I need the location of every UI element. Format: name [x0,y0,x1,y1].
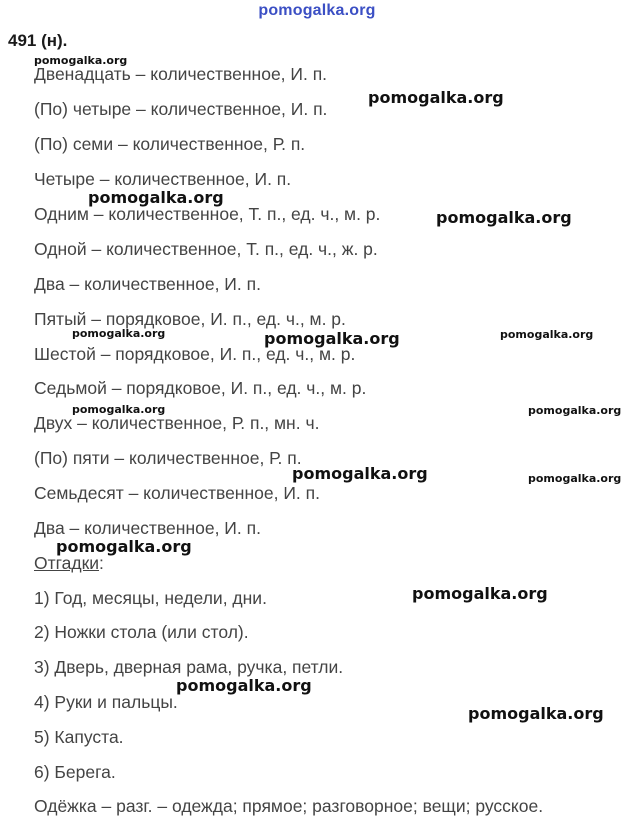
answer-line-5: 5) Капуста. [34,727,124,747]
answer-line-1: 1) Год, месяцы, недели, дни. [34,588,267,608]
answer-line-2: 2) Ножки стола (или стол). [34,622,249,642]
task-number: 491 (н). [8,31,68,50]
watermark-7: pomogalka.org [500,328,594,341]
watermark-8: pomogalka.org [72,403,166,416]
analysis-line-9: Шестой – порядковое, И. п., ед. ч., м. р. [34,344,356,364]
analysis-line-10: Седьмой – порядковое, И. п., ед. ч., м. р. [34,378,367,398]
answers-heading-text: Отгадки [34,553,100,573]
watermark-1: pomogalka.org [34,54,128,67]
answers-heading [34,553,104,574]
analysis-line-5: Одним – количественное, Т. п., ед. ч., м. р. [34,204,381,224]
watermark-5: pomogalka.org [72,327,166,340]
analysis-line-8: Пятый – порядковое, И. п., ед. ч., м. р. [34,309,346,329]
watermark-9: pomogalka.org [528,404,622,417]
watermark-10: pomogalka.org [292,464,428,483]
watermark-3: pomogalka.org [88,188,224,207]
watermark-12: pomogalka.org [56,537,192,556]
site-header-watermark: pomogalka.org [258,2,376,19]
watermark-2: pomogalka.org [368,88,504,107]
analysis-line-14: Два – количественное, И. п. [34,518,261,538]
answers-heading-colon: : [99,553,104,573]
watermark-14: pomogalka.org [176,676,312,695]
analysis-line-1: Двенадцать – количественное, И. п. [34,64,328,84]
watermark-15: pomogalka.org [468,704,604,723]
final-line: Одёжка – разг. – одежда; прямое; разговорное; вещи; русское. [34,796,544,816]
analysis-line-12: (По) пяти – количественное, Р. п. [34,448,302,468]
analysis-line-2: (По) четыре – количественное, И. п. [34,99,328,119]
analysis-line-6: Одной – количественное, Т. п., ед. ч., ж. р. [34,239,378,259]
analysis-line-7: Два – количественное, И. п. [34,274,261,294]
watermark-6: pomogalka.org [264,329,400,348]
watermark-13: pomogalka.org [412,584,548,603]
watermark-4: pomogalka.org [436,208,572,227]
analysis-line-13: Семьдесят – количественное, И. п. [34,483,320,503]
answer-line-6: 6) Берега. [34,762,116,782]
analysis-line-4: Четыре – количественное, И. п. [34,169,292,189]
answer-line-4: 4) Руки и пальцы. [34,692,178,712]
watermark-11: pomogalka.org [528,472,622,485]
analysis-line-3: (По) семи – количественное, Р. п. [34,134,306,154]
analysis-line-11: Двух – количественное, Р. п., мн. ч. [34,413,320,433]
answer-line-3: 3) Дверь, дверная рама, ручка, петли. [34,657,344,677]
